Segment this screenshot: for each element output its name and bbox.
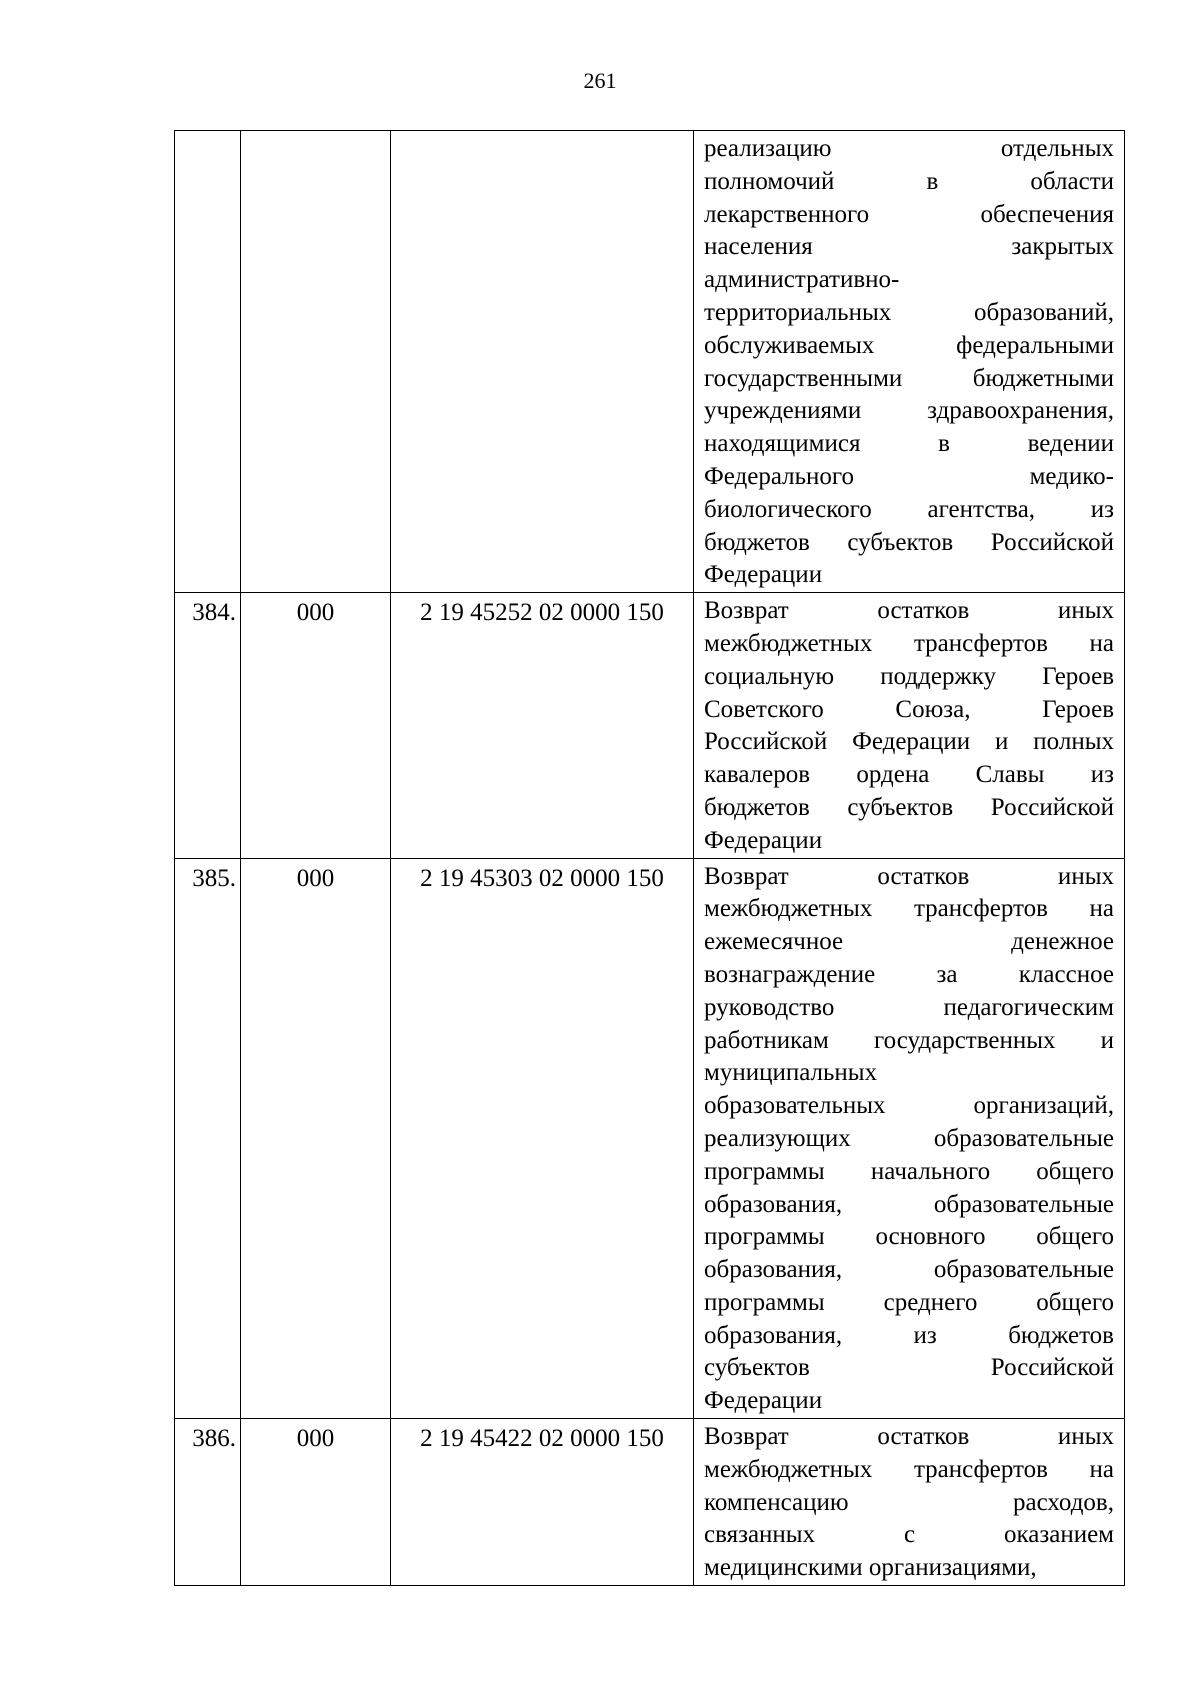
budget-codes-table <box>174 130 1125 1586</box>
description-line: реализацию отдельных <box>704 135 1114 162</box>
income-description-cell <box>694 593 1125 858</box>
description-line: полномочий в области <box>704 167 1114 195</box>
income-description-cell <box>694 1419 1125 1586</box>
description-line: работникам государственных и <box>704 1026 1114 1054</box>
description-line: программы начального общего <box>704 1157 1114 1185</box>
budget-classification-code-cell: 2 19 45252 02 0000 150 <box>391 593 694 858</box>
row-number-cell <box>175 131 241 593</box>
description-line: социальную поддержку Героев <box>704 662 1114 690</box>
description-line: межбюджетных трансфертов на <box>704 895 1114 923</box>
description-line: Российской Федерации и полных <box>704 728 1114 756</box>
administrator-code-cell <box>241 131 391 593</box>
row-number-cell: 385. <box>175 858 241 1419</box>
table-body <box>175 131 1125 1586</box>
income-description-cell <box>694 858 1125 1419</box>
description-line: программы основного общего <box>704 1223 1114 1251</box>
administrator-code-cell: 000 <box>241 858 391 1419</box>
description-line: Возврат остатков иных <box>704 862 1114 890</box>
description-line: лекарственного обеспечения <box>704 200 1114 228</box>
description-line: образования, образовательные <box>704 1190 1114 1218</box>
description-line: Федерации <box>704 1387 823 1415</box>
description-line: территориальных образований, <box>704 298 1114 326</box>
description-line: медицинскими организациями, <box>704 1554 1037 1582</box>
description-line: обслуживаемых федеральными <box>704 331 1114 359</box>
row-number-cell: 384. <box>175 593 241 858</box>
description-line: кавалеров ордена Славы из <box>704 761 1114 789</box>
description-line: государственными бюджетными <box>704 364 1114 392</box>
description-line: Советского Союза, Героев <box>704 695 1114 723</box>
description-line: субъектов Российской <box>704 1354 1114 1382</box>
budget-classification-code-cell: 2 19 45422 02 0000 150 <box>391 1419 694 1586</box>
description-line: Федерального медико- <box>704 462 1114 490</box>
administrator-code-cell: 000 <box>241 1419 391 1586</box>
table-row <box>175 593 1125 858</box>
description-line: программы среднего общего <box>704 1288 1114 1316</box>
description-line: связанных с оказанием <box>704 1521 1114 1549</box>
description-line: межбюджетных трансфертов на <box>704 629 1114 657</box>
description-line: реализующих образовательные <box>704 1124 1114 1152</box>
description-line: межбюджетных трансфертов на <box>704 1455 1114 1483</box>
description-line: населения закрытых <box>704 233 1114 261</box>
description-line: Возврат остатков иных <box>704 597 1114 625</box>
row-number-cell: 386. <box>175 1419 241 1586</box>
table-row <box>175 1419 1125 1586</box>
description-line: вознаграждение за классное <box>704 960 1114 988</box>
income-description-cell <box>694 131 1125 593</box>
description-line: Федерации <box>704 826 823 854</box>
budget-classification-code-cell: 2 19 45303 02 0000 150 <box>391 858 694 1419</box>
description-line: находящимися в ведении <box>704 430 1114 458</box>
description-line: бюджетов субъектов Российской <box>704 528 1114 556</box>
table-row <box>175 858 1125 1419</box>
description-line: административно- <box>704 266 900 294</box>
description-line: образования, из бюджетов <box>704 1321 1114 1349</box>
description-line: Возврат остатков иных <box>704 1423 1114 1451</box>
description-line: Федерации <box>704 561 823 589</box>
page-number: 261 <box>583 68 617 93</box>
description-line: бюджетов субъектов Российской <box>704 793 1114 821</box>
description-line: биологического агентства, из <box>704 495 1114 523</box>
description-line: руководство педагогическим <box>704 993 1114 1021</box>
description-line: ежемесячное денежное <box>704 928 1114 956</box>
description-line: образовательных организаций, <box>704 1092 1114 1120</box>
budget-classification-code-cell <box>391 131 694 593</box>
description-line: муниципальных <box>704 1059 878 1087</box>
description-line: образования, образовательные <box>704 1256 1114 1284</box>
description-line: компенсацию расходов, <box>704 1488 1114 1516</box>
administrator-code-cell: 000 <box>241 593 391 858</box>
table-row <box>175 131 1125 593</box>
description-line: учреждениями здравоохранения, <box>704 397 1114 425</box>
